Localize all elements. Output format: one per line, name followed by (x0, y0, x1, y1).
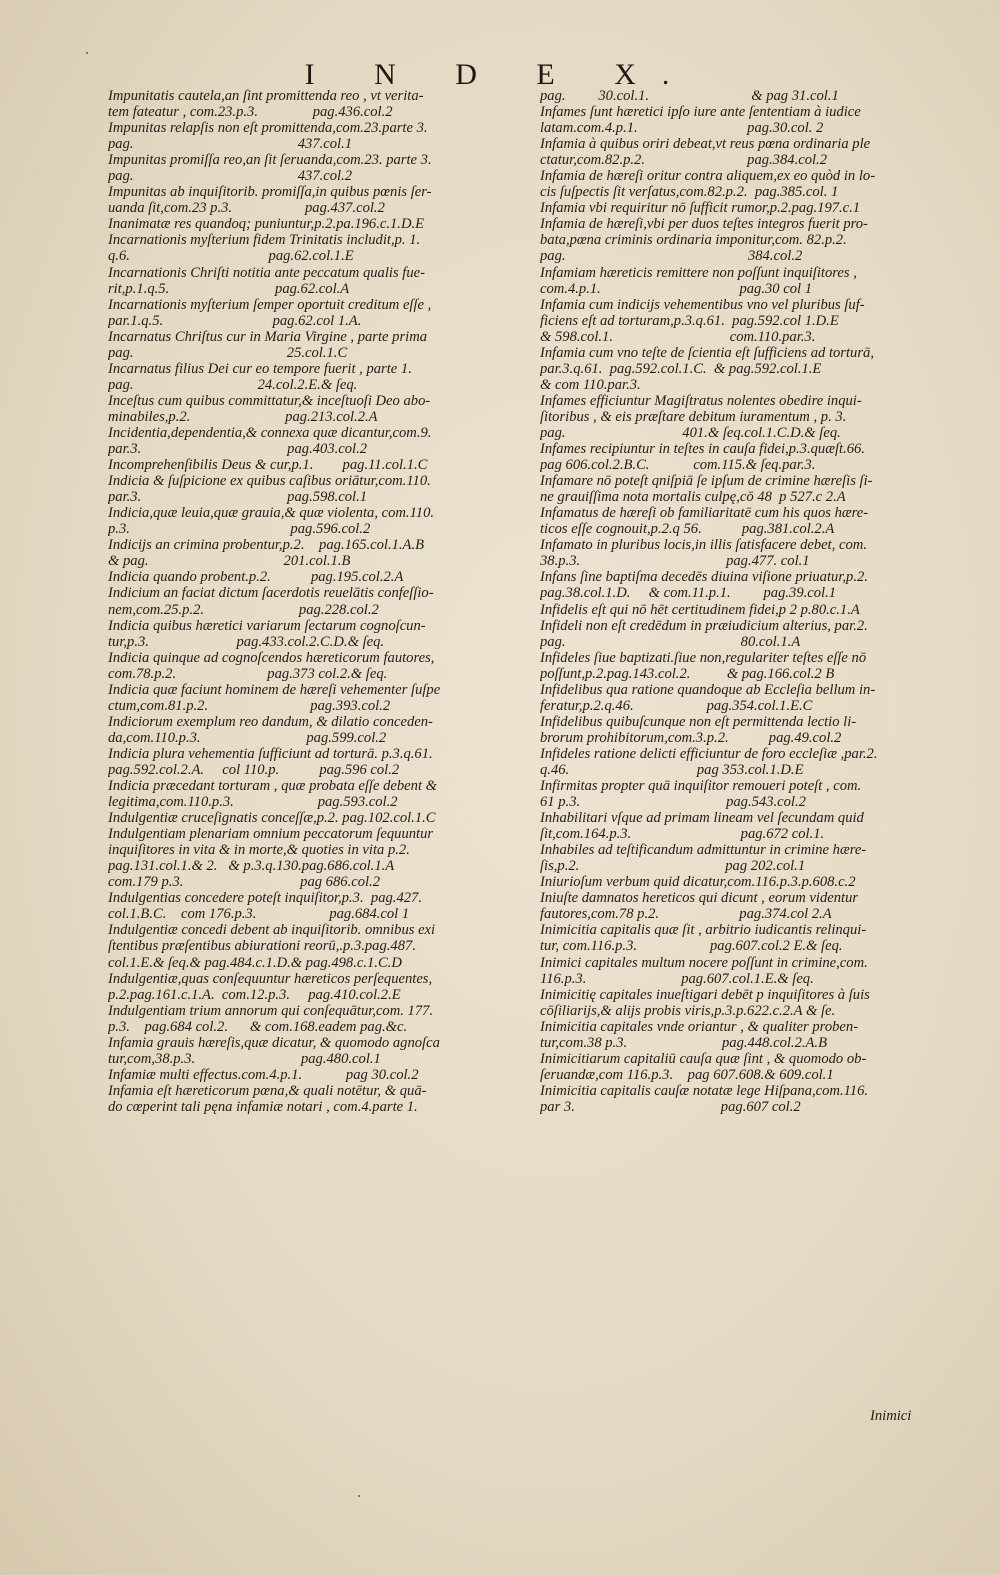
index-entry-line: Inimicitia capitalis cauſæ notatæ lege Hiſpana,com.116. (540, 1082, 869, 1099)
index-entry-line: Infidelis eſt qui nō hēt certitudinem fidei,p 2 p.80.c.1.A (540, 601, 860, 618)
index-entry (108, 714, 541, 746)
index-entry-line: tem fateatur , com.23.p.3. pag.436.col.2 (108, 104, 393, 121)
index-entry-line: 38.p.3. pag.477. col.1 (540, 553, 810, 570)
index-entry-line: fautores,com.78 p.2. pag.374.col 2.A (540, 906, 832, 923)
index-entry-line: pag.38.col.1.D. & com.11.p.1. pag.39.col.1 (540, 585, 837, 602)
index-entry-line: Impunitas ab inquiſitorib. promiſſa,in quibus pœnis ſer- (108, 184, 432, 201)
index-entry-line: uanda ſit,com.23 p.3. pag.437.col.2 (108, 200, 385, 217)
index-entry (540, 618, 973, 650)
index-entry-line: Indulgentias concedere poteſt inquiſitor,p.3. pag.427. (108, 890, 422, 907)
index-entry (108, 971, 541, 1003)
index-entry-line: Infames ſunt hæretici ipſo iure ante ſententiam à iudice (540, 104, 861, 121)
index-entry-line: Indicia quinque ad cognoſcendos hæreticorum fautores, (108, 649, 435, 666)
index-entry-line: pag. 437.col.2 (108, 168, 353, 185)
index-entry-line: ctatur,com.82.p.2. pag.384.col.2 (540, 152, 827, 169)
index-entry (108, 1035, 541, 1067)
index-entry-line: Indicia & ſuſpicione ex quibus caſibus oriātur,com.110. (108, 473, 431, 490)
index-entry (108, 826, 541, 890)
index-entry-line: ficiens eſt ad torturam,p.3.q.61. pag.592.col 1.D.E (540, 312, 839, 329)
index-entry-line: Indulgentiam plenariam omnium peccatorum ſequuntur (108, 826, 434, 843)
index-entry (108, 425, 541, 457)
index-entry-line: p.3. pag.596.col.2 (108, 521, 371, 538)
index-entry-line: do cœperint tali pęna infamiæ notari , com.4.parte 1. (108, 1098, 418, 1115)
index-entry-line: Impunitas relapſis non eſt promittenda,com.23.parte 3. (108, 120, 428, 137)
index-entry-line: Infamare nō poteſt qniſpiā ſe ipſum de crimine hæreſis ſi- (540, 473, 873, 490)
index-entry-line: q.6. pag.62.col.1.E (108, 248, 354, 265)
index-entry-line: tur,com,38.p.3. pag.480.col.1 (108, 1050, 381, 1067)
index-entry (108, 569, 541, 585)
index-entry (108, 265, 541, 297)
index-entry (540, 922, 973, 954)
index-entry (108, 650, 541, 682)
index-entry-line: com.179 p.3. pag 686.col.2 (108, 874, 380, 891)
index-entry-line: tur,com.38 p.3. pag.448.col.2.A.B (540, 1034, 827, 1051)
index-entry-line: Impunitatis cautela,an ſint promittenda reo , vt verita- (108, 88, 424, 104)
index-entry-line: Infamia eſt hæreticorum pœna,& quali notētur, & quā- (108, 1082, 427, 1099)
index-entry-line: Indulgentiæ concedi debent ab inquiſitorib. omnibus exi (108, 922, 436, 939)
index-entry-line: Inceſtus cum quibus committatur,& inceſtuoſi Deo abo- (108, 392, 431, 409)
index-entry-line: Indicijs an crimina probentur,p.2. pag.165.col.1.A.B (108, 537, 425, 554)
index-entry-line: cis ſuſpectis ſit verſatus,com.82.p.2. pag.385.col. 1 (540, 184, 839, 201)
index-entry-line: brorum prohibitorum,com.3.p.2. pag.49.col.2 (540, 729, 842, 746)
index-entry-line: Infidelibus qua ratione quandoque ab Eccleſia bellum in- (540, 681, 876, 698)
index-entry-line: Incarnatus Chriſtus cur in Maria Virgine , parte prima (108, 328, 428, 345)
index-entry-line: Inimici capitales multum nocere poſſunt in crimine,com. (540, 954, 868, 971)
index-entry-line: latam.com.4.p.1. pag.30.col. 2 (540, 120, 824, 137)
index-entry (108, 810, 541, 826)
index-entry-line: Incidentia,dependentia,& connexa quæ dicantur,com.9. (108, 424, 432, 441)
index-entry-line: 116.p.3. pag.607.col.1.E.& ſeq. (540, 970, 814, 987)
index-entry (108, 457, 541, 473)
index-entry-line: pag. 30.col.1. & pag 31.col.1 (540, 88, 839, 104)
index-entry-line: ne grauiſſima nota mortalis culpę,cō 48 p 527.c 2.A (540, 489, 846, 506)
index-entry (540, 874, 973, 890)
index-entry-line: pag.592.col.2.A. col 110.p. pag.596 col.2 (108, 761, 400, 778)
index-entry (540, 104, 973, 136)
index-entry-line: Impunitas promiſſa reo,an ſit ſeruanda,com.23. parte 3. (108, 152, 432, 169)
index-entry (540, 569, 973, 601)
right-column (540, 88, 973, 1115)
index-entry (108, 505, 541, 537)
index-entry-line: ctum,com.81.p.2. pag.393.col.2 (108, 697, 391, 714)
index-entry-line: Indulgentiæ,quas conſequuntur hæreticos perſequentes, (108, 970, 433, 987)
index-entry-line: par 3. pag.607 col.2 (540, 1098, 801, 1115)
index-entry-line: Infamatus de hæreſi ob familiaritatē cum his quos hære- (540, 505, 869, 522)
index-entry-line: tur,p.3. pag.433.col.2.C.D.& ſeq. (108, 633, 385, 650)
index-entry-line: da,com.110.p.3. pag.599.col.2 (108, 729, 387, 746)
index-entry (540, 682, 973, 714)
index-entry-line: Infans ſine baptiſma decedēs diuina viſione priuatur,p.2. (540, 569, 868, 586)
index-entry-line: ſit,com.164.p.3. pag.672 col.1. (540, 826, 825, 843)
index-entry-line: p.2.pag.161.c.1.A. com.12.p.3. pag.410.col.2.E (108, 986, 401, 1003)
index-entry-line: col.1.B.C. com 176.p.3. pag.684.col 1 (108, 906, 410, 923)
index-entry-line: inquiſitores in vita & in morte,& quoties in vita p.2. (108, 842, 410, 859)
index-entry (540, 345, 973, 393)
index-entry-line: Indicia plura vehementia ſufficiunt ad torturā. p.3.q.61. (108, 745, 433, 762)
index-entry-line: Iniuſte damnatos hereticos qui dicunt , eorum videntur (540, 890, 859, 907)
index-entry-line: Indulgentiæ cruceſignatis conceſſæ,p.2. pag.102.col.1.C (108, 810, 436, 827)
index-entry-line: Infamia cum indicijs vehementibus vno vel pluribus ſuf- (540, 296, 865, 313)
index-entry (108, 682, 541, 714)
index-entry (108, 216, 541, 232)
index-entry (540, 265, 973, 297)
index-entry-line: ſis,p.2. pag 202.col.1 (540, 858, 806, 875)
index-entry-line: Inhabiles ad teſtificandum admittuntur in crimine hære- (540, 842, 867, 859)
index-entry-line: 61 p.3. pag.543.col.2 (540, 794, 806, 811)
index-entry (540, 810, 973, 842)
index-entry-line: par.1.q.5. pag.62.col 1.A. (108, 312, 362, 329)
index-entry-line: pag. 401.& ſeq.col.1.C.D.& ſeq. (540, 424, 841, 441)
index-entry-line: Infames efficiuntur Magiſtratus nolentes obedire inqui- (540, 392, 862, 409)
index-entry-line: minabiles,p.2. pag.213.col.2.A (108, 408, 378, 425)
index-entry (108, 922, 541, 970)
index-entry-line: Indulgentiam trium annorum qui conſequātur,com. 177. (108, 1002, 434, 1019)
index-entry (540, 1083, 973, 1115)
index-entry (540, 136, 973, 168)
index-entry (108, 393, 541, 425)
index-entry-line: Inimicitia capitalis quæ ſit , arbitrio iudicantis relinqui- (540, 922, 867, 939)
index-entry-line: Inanimatæ res quandoq; puniuntur,p.2.pa.196.c.1.D.E (108, 216, 425, 233)
left-column (108, 88, 541, 1115)
index-entry-line: bata,pœna criminis ordinaria imponitur,com. 82.p.2. (540, 232, 847, 249)
index-entry-line: Incarnationis myſterium fidem Trinitatis includit,p. 1. (108, 232, 421, 249)
index-entry (108, 152, 541, 184)
index-entry-line: Inimicitiarum capitaliū cauſa quæ ſint , & quomodo ob- (540, 1050, 867, 1067)
index-entry-line: Indicia quando probent.p.2. pag.195.col.2.A (108, 569, 404, 586)
index-entry-line: col.1.E.& ſeq.& pag.484.c.1.D.& pag.498.c.1.C.D (108, 954, 402, 971)
index-entry (540, 200, 973, 216)
index-entry-line: ticos eſſe cognouit,p.2.q 56. pag.381.col.2.A (540, 521, 835, 538)
index-entry (108, 88, 541, 120)
index-entry (540, 297, 973, 345)
index-entry-line: pag 606.col.2.B.C. com.115.& ſeq.par.3. (540, 457, 816, 474)
index-entry-line: par.3.q.61. pag.592.col.1.C. & pag.592.col.1.E (540, 360, 822, 377)
index-entry-line: Infamiam hæreticis remittere non poſſunt inquiſitores , (540, 264, 857, 281)
index-entry-line: Infamia grauis hæreſis,quæ dicatur, & quomodo agnoſca (108, 1034, 440, 1051)
index-entry (540, 441, 973, 473)
index-entry-line: & com 110.par.3. (540, 376, 641, 393)
index-entry-line: Incarnatus filius Dei cur eo tempore fuerit , parte 1. (108, 360, 412, 377)
index-entry (108, 1003, 541, 1035)
index-entry (540, 505, 973, 537)
index-entry (540, 393, 973, 441)
index-entry (540, 987, 973, 1019)
index-entry-line: Infideles ſiue baptizati.ſiue non,regulariter teſtes eſſe nō (540, 649, 867, 666)
index-entry-line: Infamia vbi requiritur nō ſufficit rumor,p.2.pag.197.c.1 (540, 200, 861, 217)
index-entry-line: Incarnationis myſterium ſemper oportuit creditum eſſe , (108, 296, 432, 313)
index-entry (108, 1083, 541, 1115)
index-entry (540, 602, 973, 618)
index-entry-line: Infamia de hæreſi,vbi per duos teſtes integros fuerit pro- (540, 216, 868, 233)
index-entry-line: Infirmitas propter quā inquiſitor remoueri poteſt , com. (540, 778, 862, 795)
index-entry (108, 361, 541, 393)
index-entry-line: par.3. pag.598.col.1 (108, 489, 368, 506)
index-entry-line: pag. 384.col.2 (540, 248, 803, 265)
index-entry-line: p.3. pag.684 col.2. & com.168.eadem pag.&c. (108, 1018, 408, 1035)
index-entry (108, 537, 541, 569)
index-entry-line: & pag. 201.col.1.B (108, 553, 351, 570)
index-entry-line: pag. 24.col.2.E.& ſeq. (108, 376, 358, 393)
index-entry-line: Infideli non eſt credēdum in præiudicium alterius, par.2. (540, 617, 868, 634)
index-entry-line: Infamia de hæreſi oritur contra aliquem,ex eo quòd in lo- (540, 168, 876, 185)
index-entry (108, 297, 541, 329)
paper-speck (86, 52, 88, 54)
index-entry-line: pag. 437.col.1 (108, 136, 353, 153)
index-entry (108, 1067, 541, 1083)
index-entry-line: ſeruandæ,com 116.p.3. pag 607.608.& 609.col.1 (540, 1066, 834, 1083)
index-entry (108, 778, 541, 810)
index-entry-line: Infideles ratione delicti efficiuntur de foro eccleſiæ ,par.2. (540, 745, 878, 762)
index-entry-line: Indicia quibus hæretici variarum ſectarum cognoſcun- (108, 617, 426, 634)
index-entry-line: Indicia quæ faciunt hominem de hæreſi vehementer ſuſpe (108, 681, 441, 698)
index-entry-line: ſitoribus , & eis præſtare debitum iuramentum , p. 3. (540, 408, 847, 425)
index-entry-line: Indicium an faciat dictum ſacerdotis reuelātis confeſſio- (108, 585, 434, 602)
index-entry-line: Infamato in pluribus locis,in illis ſatisfacere debet, com. (540, 537, 867, 554)
index-entry-line: com.4.p.1. pag.30 col 1 (540, 280, 812, 297)
index-entry (540, 88, 973, 104)
index-entry (540, 1019, 973, 1051)
paper-speck (358, 1495, 360, 1497)
index-entry (108, 184, 541, 216)
index-entry (108, 329, 541, 361)
index-entry-line: & 598.col.1. com.110.par.3. (540, 328, 816, 345)
index-entry-line: Incarnationis Chriſti notitia ante peccatum qualis fue- (108, 264, 425, 281)
index-entry-line: cōſiliarijs,& alijs probis viris,p.3.p.622.c.2.A & ſe. (540, 1002, 836, 1019)
index-entry-line: Infidelibus quibuſcunque non eſt permittenda lectio li- (540, 713, 857, 730)
index-entry (108, 746, 541, 778)
index-entry-line: poſſunt,p.2.pag.143.col.2. & pag.166.col.2 B (540, 665, 835, 682)
index-entry-line: Inimicitię capitales inueſtigari debēt p inquiſitores à ſuis (540, 986, 870, 1003)
page-title: I N D E X. (304, 58, 696, 91)
index-entry-line: q.46. pag 353.col.1.D.E (540, 761, 804, 778)
index-entry-line: ſtentibus præſentibus abiurationi reorū,.p.3.pag.487. (108, 938, 416, 955)
index-entry-line: legitima,com.110.p.3. pag.593.col.2 (108, 794, 398, 811)
index-entry (540, 778, 973, 810)
index-entry-line: Infames recipiuntur in teſtes in cauſa fidei,p.3.quæſt.66. (540, 441, 865, 458)
index-entry-line: tur, com.116.p.3. pag.607.col.2 E.& ſeq. (540, 938, 843, 955)
index-entry (540, 890, 973, 922)
catchword: Inimici (870, 1408, 912, 1424)
index-entry-line: Inhabilitari vſque ad primam lineam vel ſecundam quid (540, 810, 864, 827)
index-entry (540, 746, 973, 778)
index-entry (108, 473, 541, 505)
index-entry-line: Indicia,quæ leuia,quæ grauia,& quæ violenta, com.110. (108, 505, 435, 522)
index-entry (108, 120, 541, 152)
index-entry (108, 618, 541, 650)
index-entry-line: Infamiæ multi effectus.com.4.p.1. pag 30.col.2 (108, 1066, 419, 1083)
index-entry (540, 1051, 973, 1083)
index-entry-line: Iniurioſum verbum quid dicatur,com.116.p.3.p.608.c.2 (540, 874, 856, 891)
index-entry-line: Indicia præcedant torturam , quæ probata eſſe debent & (108, 778, 438, 795)
index-entry-line: pag. 80.col.1.A (540, 633, 801, 650)
index-entry-line: Inimicitia capitales vnde oriantur , & qualiter proben- (540, 1018, 859, 1035)
index-entry-line: pag.131.col.1.& 2. & p.3.q.130.pag.686.col.1.A (108, 858, 395, 875)
index-entry (540, 473, 973, 505)
index-entry (540, 955, 973, 987)
index-entry (540, 650, 973, 682)
index-entry-line: rit,p.1.q.5. pag.62.col.A (108, 280, 350, 297)
index-entry-line: nem,com.25.p.2. pag.228.col.2 (108, 601, 379, 618)
index-entry-line: com.78.p.2. pag.373 col.2.& ſeq. (108, 665, 388, 682)
index-entry-line: Indiciorum exemplum reo dandum, & dilatio conceden- (108, 713, 433, 730)
index-entry (540, 714, 973, 746)
index-entry (108, 890, 541, 922)
index-entry-line: Infamia cum vno teſte de ſcientia eſt ſufficiens ad torturā, (540, 344, 874, 361)
index-entry (108, 585, 541, 617)
index-entry-line: pag. 25.col.1.C (108, 344, 348, 361)
index-entry (540, 537, 973, 569)
index-entry (540, 168, 973, 200)
index-entry-line: Infamia à quibus oriri debeat,vt reus pœna ordinaria ple (540, 136, 871, 153)
index-entry (540, 842, 973, 874)
index-entry-line: par.3. pag.403.col.2 (108, 441, 368, 458)
index-entry (108, 232, 541, 264)
index-entry-line: Incomprehenſibilis Deus & cur,p.1. pag.11.col.1.C (108, 457, 428, 474)
index-entry (540, 216, 973, 264)
index-entry-line: feratur,p.2.q.46. pag.354.col.1.E.C (540, 697, 813, 714)
